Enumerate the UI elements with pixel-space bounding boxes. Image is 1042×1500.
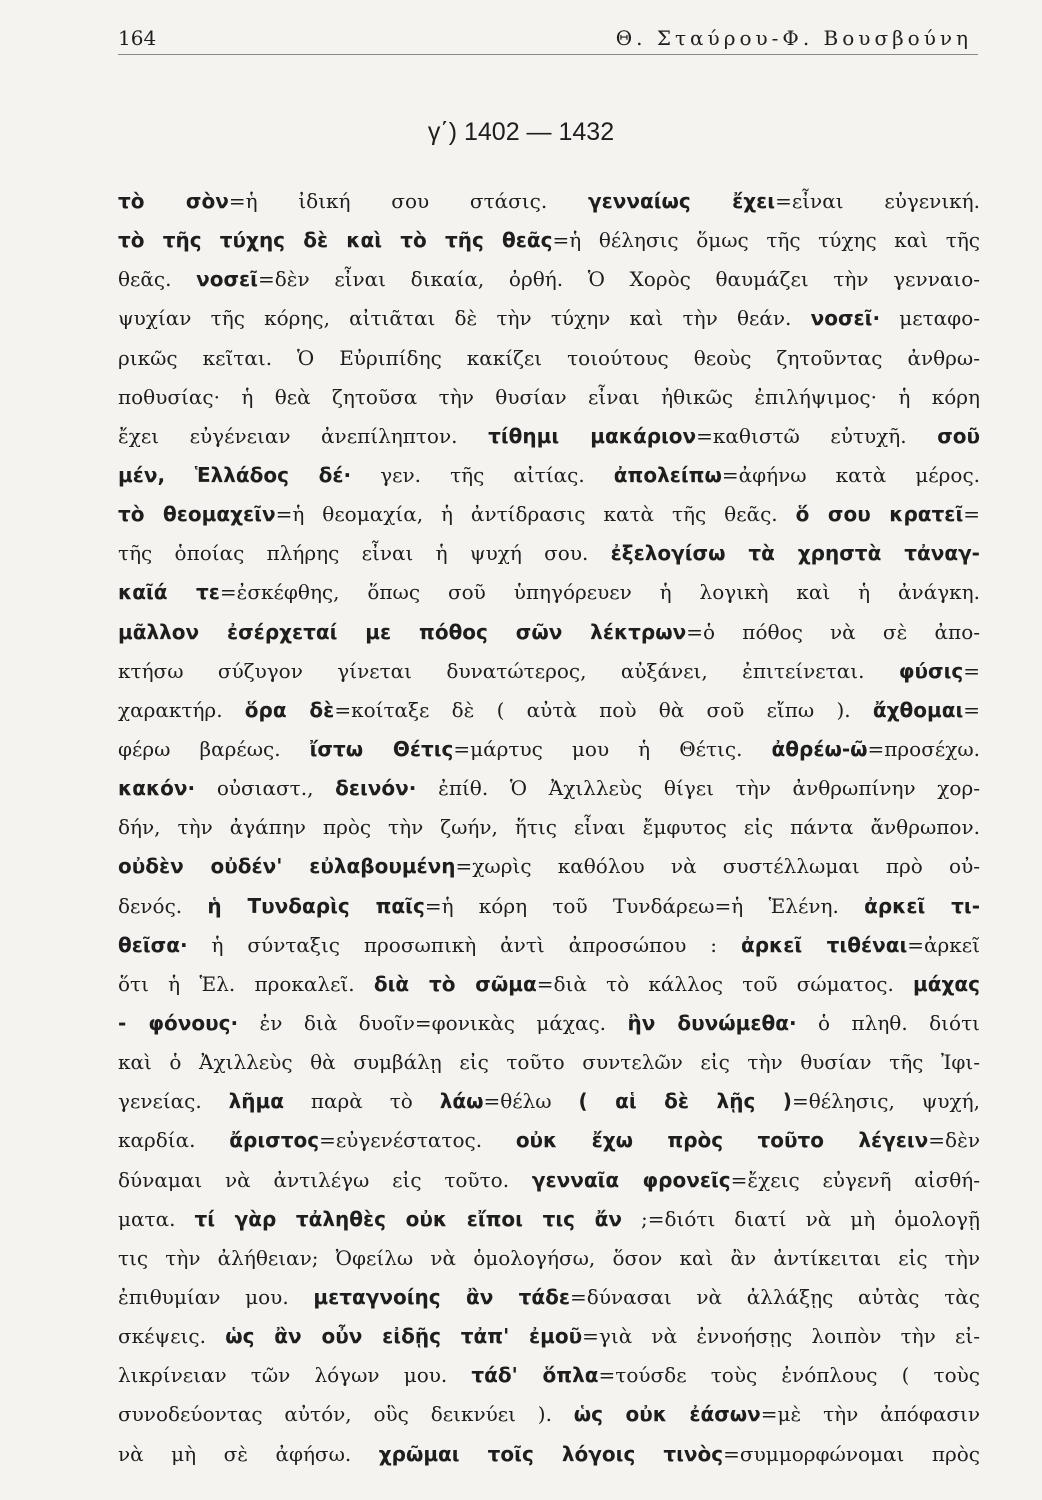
text-line bbox=[118, 1278, 980, 1317]
gloss-text: ὅτι ἡ Ἑλ. προκαλεῖ. bbox=[118, 971, 374, 996]
text-line bbox=[118, 1121, 980, 1160]
text-line bbox=[118, 339, 980, 378]
gloss-text: =ὁ πόθος νὰ σὲ ἀπο- bbox=[686, 619, 980, 644]
text-line bbox=[118, 182, 980, 221]
gloss-text: = bbox=[963, 502, 980, 527]
lemma-term: χρῶμαι τοῖς λόγοις τινὸς bbox=[378, 1441, 724, 1466]
lemma-term: μάχας bbox=[913, 971, 980, 996]
lemma-term: μεταγνοίης ἂν τάδε bbox=[313, 1284, 571, 1309]
text-line bbox=[118, 221, 980, 260]
text-line bbox=[118, 1043, 980, 1082]
gloss-text: = bbox=[963, 697, 980, 722]
lemma-term: ( αἱ δὲ λῇς ) bbox=[578, 1089, 792, 1114]
running-head: Θ. Σταύρου-Φ. Βουσβούνη bbox=[615, 26, 972, 50]
commentary-text bbox=[118, 182, 980, 1474]
gloss-text: =εἶναι εὐγενική. bbox=[775, 189, 980, 213]
gloss-text: τῆς ὁποίας πλήρης εἶναι ἡ ψυχή σου. bbox=[118, 541, 611, 566]
gloss-text: =δὲν bbox=[928, 1128, 980, 1153]
gloss-text: ἐν διὰ δυοῖν=φονικὰς μάχας. bbox=[238, 1010, 628, 1035]
gloss-text: =κοίταξε δὲ ( αὐτὰ ποὺ θὰ σοῦ εἴπω ). bbox=[334, 697, 873, 722]
gloss-text: θεᾶς. bbox=[118, 267, 197, 292]
lemma-term: μέν, Ἑλλάδος δέ· bbox=[118, 462, 352, 487]
lemma-term: ἴστω Θέτις bbox=[309, 736, 454, 761]
lemma-term: τὸ σὸν bbox=[118, 189, 229, 213]
gloss-text: =ἔχεις εὐγενῆ αἰσθή- bbox=[730, 1167, 980, 1192]
gloss-text: =ἡ θέλησις ὅμως τῆς τύχης καὶ τῆς bbox=[552, 228, 980, 253]
gloss-text: =θέλω bbox=[483, 1089, 579, 1114]
gloss-text: =γιὰ νὰ ἐννοήσῃς λοιπὸν τὴν εἰ- bbox=[582, 1324, 980, 1349]
text-line bbox=[118, 456, 980, 495]
gloss-text: =ἡ κόρη τοῦ Τυνδάρεω=ἡ Ἑλένη. bbox=[424, 893, 865, 918]
lemma-term: ὅ σου κρατεῖ bbox=[795, 502, 964, 527]
text-line bbox=[118, 299, 980, 338]
text-line bbox=[118, 1317, 980, 1356]
gloss-text: =προσέχω. bbox=[867, 736, 980, 761]
gloss-text: μεταφο- bbox=[880, 306, 980, 331]
lemma-term: μᾶλλον ἐσέρχεταί με πόθος σῶν λέκτρων bbox=[118, 619, 687, 644]
lemma-term: γενναίως ἔχει bbox=[587, 189, 776, 213]
gloss-text: =ἡ θεομαχία, ἡ ἀντίδρασις κατὰ τῆς θεᾶς. bbox=[275, 502, 796, 527]
gloss-text: νὰ μὴ σὲ ἀφήσω. bbox=[118, 1441, 379, 1466]
lemma-term: λάω bbox=[439, 1089, 484, 1114]
lemma-term: γενναῖα φρονεῖς bbox=[531, 1167, 731, 1192]
gloss-text: =ἐσκέφθης, ὅπως σοῦ ὑπηγόρευεν ἡ λογικὴ καὶ ἡ ἀνάγκη. bbox=[219, 580, 980, 605]
text-line bbox=[118, 1435, 980, 1474]
gloss-text: ἡ σύνταξις προσωπικὴ ἀντὶ ἀπροσώπου : bbox=[187, 932, 741, 957]
text-line bbox=[118, 847, 980, 886]
gloss-text: =ἀρκεῖ bbox=[907, 932, 980, 957]
gloss-text: =διὰ τὸ κάλλος τοῦ σώματος. bbox=[536, 971, 914, 996]
text-line bbox=[118, 1161, 980, 1200]
section-heading: γ΄) 1402 — 1432 bbox=[427, 118, 615, 146]
gloss-text: οὐσιαστ., bbox=[195, 776, 336, 801]
gloss-text: =εὐγενέστατος. bbox=[319, 1128, 516, 1153]
text-line bbox=[118, 534, 980, 573]
gloss-text: γεν. τῆς αἰτίας. bbox=[351, 462, 614, 487]
page-number: 164 bbox=[118, 26, 157, 50]
text-line bbox=[118, 495, 980, 534]
gloss-text: σκέψεις. bbox=[118, 1324, 226, 1349]
gloss-text: δενός. bbox=[118, 893, 208, 918]
gloss-text: ψυχίαν τῆς κόρης, αἰτιᾶται δὲ τὴν τύχην καὶ τὴν θεάν. bbox=[118, 306, 811, 331]
gloss-text: ἔχει εὐγένειαν ἀνεπίληπτον. bbox=[118, 423, 489, 448]
text-line bbox=[118, 652, 980, 691]
gloss-text: =χωρὶς καθόλου νὰ συστέλλωμαι πρὸ οὐ- bbox=[455, 854, 980, 879]
lemma-term: τάδ' ὅπλα bbox=[471, 1363, 599, 1388]
lemma-term: ἀθρέω-ῶ bbox=[771, 736, 868, 761]
gloss-text: =ἡ ἰδική σου στάσις. bbox=[228, 189, 588, 213]
text-line bbox=[118, 808, 980, 847]
text-line bbox=[118, 965, 980, 1004]
lemma-term: ἄχθομαι bbox=[872, 697, 964, 722]
page-header bbox=[118, 22, 978, 55]
lemma-term: ὡς ἂν οὖν εἰδῇς τἀπ' ἐμοῦ bbox=[225, 1324, 583, 1349]
lemma-term: διὰ τὸ σῶμα bbox=[373, 971, 537, 996]
text-line bbox=[118, 730, 980, 769]
gloss-text: καὶ ὁ Ἀχιλλεὺς θὰ συμβάλῃ εἰς τοῦτο συντελῶν εἰς τὴν θυσίαν τῆς Ἰφι- bbox=[118, 1050, 980, 1075]
text-line bbox=[118, 1200, 980, 1239]
lemma-term: ἄριστος bbox=[229, 1128, 320, 1153]
lemma-term: φύσις bbox=[898, 658, 964, 683]
gloss-text: =μάρτυς μου ἡ Θέτις. bbox=[453, 736, 772, 761]
text-line bbox=[118, 378, 980, 417]
gloss-text: =θέλησις, ψυχή, bbox=[791, 1089, 980, 1114]
gloss-text: ;=διότι διατί νὰ μὴ ὁμολογῇ bbox=[621, 1206, 980, 1231]
lemma-term: ἀρκεῖ τι- bbox=[864, 893, 980, 918]
text-line bbox=[118, 573, 980, 612]
lemma-term: κακόν· bbox=[118, 776, 196, 801]
gloss-text: γενείας. bbox=[118, 1089, 229, 1114]
gloss-text: =δύνασαι νὰ ἀλλάξῃς αὐτὰς τὰς bbox=[570, 1284, 980, 1309]
gloss-text: τις τὴν ἀλήθειαν; Ὀφείλω νὰ ὁμολογήσω, ὅσον καὶ ἂν ἀντίκειται εἰς τὴν bbox=[118, 1245, 980, 1270]
gloss-text: =τούσδε τοὺς ἐνόπλους ( τοὺς bbox=[598, 1363, 980, 1388]
lemma-term: καῖά τε bbox=[118, 580, 220, 605]
lemma-term: τὸ θεομαχεῖν bbox=[118, 502, 276, 527]
lemma-term: ἡ Τυνδαρὶς παῖς bbox=[207, 893, 425, 918]
text-line bbox=[118, 1356, 980, 1395]
gloss-text: =καθιστῶ εὐτυχῆ. bbox=[696, 423, 938, 448]
gloss-text: δήν, τὴν ἀγάπην πρὸς τὴν ζωήν, ἥτις εἶναι ἔμφυτος εἰς πάντα ἄνθρωπον. bbox=[118, 815, 980, 840]
lemma-term: ἐξελογίσω τὰ χρηστὰ τἀναγ- bbox=[610, 541, 980, 566]
gloss-text: καρδία. bbox=[118, 1128, 230, 1153]
lemma-term: τί γὰρ τἀληθὲς οὐκ εἴποι τις ἄν bbox=[194, 1206, 622, 1231]
lemma-term: δεινόν· bbox=[335, 776, 417, 801]
text-line bbox=[118, 887, 980, 926]
text-line bbox=[118, 1239, 980, 1278]
text-line bbox=[118, 613, 980, 652]
gloss-text: φέρω βαρέως. bbox=[118, 736, 310, 761]
gloss-text: =μὲ τὴν ἀπόφασιν bbox=[760, 1402, 980, 1427]
lemma-term: ἀπολείπω bbox=[613, 462, 722, 487]
gloss-text: παρὰ τὸ bbox=[284, 1089, 440, 1114]
lemma-term: ἀρκεῖ τιθέναι bbox=[740, 932, 908, 957]
gloss-text: =συμμορφώνομαι πρὸς bbox=[723, 1441, 980, 1466]
gloss-text: ρικῶς κεῖται. Ὁ Εὐριπίδης κακίζει τοιούτους θεοὺς ζητοῦντας ἀνθρω- bbox=[118, 345, 980, 370]
text-line bbox=[118, 1395, 980, 1434]
gloss-text: ματα. bbox=[118, 1206, 195, 1231]
lemma-term: - φόνους· bbox=[118, 1010, 239, 1035]
gloss-text: λικρίνειαν τῶν λόγων μου. bbox=[118, 1363, 472, 1388]
lemma-term: θεῖσα· bbox=[118, 932, 188, 957]
lemma-term: τὸ τῆς τύχης δὲ καὶ τὸ τῆς θεᾶς bbox=[118, 228, 553, 253]
gloss-text: χαρακτήρ. bbox=[118, 697, 245, 722]
lemma-term: οὐκ ἔχω πρὸς τοῦτο λέγειν bbox=[515, 1128, 929, 1153]
gloss-text: ἐπιθυμίαν μου. bbox=[118, 1284, 314, 1309]
gloss-text: ἐπίθ. Ὁ Ἀχιλλεὺς θίγει τὴν ἀνθρωπίνην χορ- bbox=[416, 776, 980, 801]
gloss-text: ποθυσίας· ἡ θεὰ ζητοῦσα τὴν θυσίαν εἶναι ἠθικῶς ἐπιλήψιμος· ἡ κόρη bbox=[118, 384, 980, 409]
lemma-term: νοσεῖ· bbox=[810, 306, 881, 331]
lemma-term: νοσεῖ bbox=[196, 267, 258, 292]
lemma-term: ὡς οὐκ ἐάσων bbox=[573, 1402, 761, 1427]
lemma-term: τίθημι μακάριον bbox=[488, 423, 697, 448]
text-line bbox=[118, 1004, 980, 1043]
lemma-term: σοῦ bbox=[937, 423, 980, 448]
text-line bbox=[118, 1082, 980, 1121]
text-line bbox=[118, 691, 980, 730]
text-line bbox=[118, 417, 980, 456]
lemma-term: λῆμα bbox=[228, 1089, 284, 1114]
gloss-text: κτήσω σύζυγον γίνεται δυνατώτερος, αὐξάνει, ἐπιτείνεται. bbox=[118, 658, 899, 683]
gloss-text: συνοδεύοντας αὐτόν, οὓς δεικνύει ). bbox=[118, 1402, 574, 1427]
text-line bbox=[118, 926, 980, 965]
gloss-text: δύναμαι νὰ ἀντιλέγω εἰς τοῦτο. bbox=[118, 1167, 532, 1192]
lemma-term: ὅρα δὲ bbox=[244, 697, 335, 722]
gloss-text: = bbox=[963, 658, 980, 683]
gloss-text: =ἀφήνω κατὰ μέρος. bbox=[721, 462, 980, 487]
gloss-text: =δὲν εἶναι δικαία, ὀρθή. Ὁ Χορὸς θαυμάζει τὴν γενναιο- bbox=[257, 267, 980, 292]
lemma-term: οὐδὲν οὐδέν' εὐλαβουμένη bbox=[118, 854, 456, 879]
text-line bbox=[118, 769, 980, 808]
text-line bbox=[118, 260, 980, 299]
lemma-term: ἢν δυνώμεθα· bbox=[627, 1010, 797, 1035]
gloss-text: ὁ πληθ. διότι bbox=[796, 1010, 980, 1035]
